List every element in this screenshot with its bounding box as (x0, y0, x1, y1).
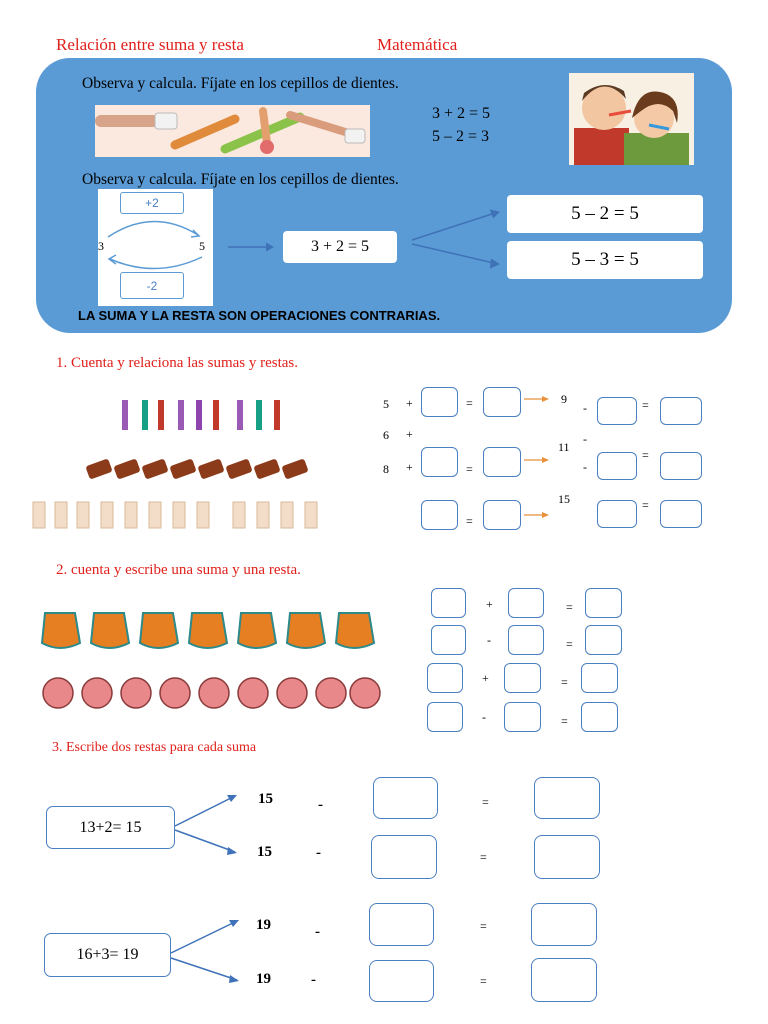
s3-row3-input-res[interactable] (531, 903, 597, 946)
s1-row4-eq: = (466, 514, 473, 528)
arrow-s3-2a (171, 921, 237, 953)
s1-row3-eq2: = (642, 448, 649, 462)
s3-row4-minus: - (311, 972, 316, 988)
s1-row4-r: 15 (558, 492, 570, 506)
s2-row3-eq: = (561, 675, 568, 689)
plus-two-label: +2 (120, 192, 184, 214)
s3-row3-eq: = (480, 919, 487, 933)
arrow-s3-1b (175, 830, 235, 852)
s3-row4-input-a[interactable] (369, 960, 434, 1002)
s1-row1-a: 5 (383, 397, 389, 411)
s1-row1-eq: = (466, 396, 473, 410)
s3-row2-input-res[interactable] (534, 835, 600, 879)
instruction-1: Observa y calcula. Fíjate en los cepillos de dientes. (82, 75, 399, 92)
page-title: Relación entre suma y resta (56, 35, 244, 54)
s1-row1-eq2: = (642, 398, 649, 412)
section3-title: 3. Escribe dos restas para cada suma (52, 740, 257, 755)
s3-row4-input-res[interactable] (531, 958, 597, 1002)
subtraction-box-1: 5 – 2 = 5 (507, 195, 703, 233)
s1-row1-op2: - (583, 401, 587, 415)
s2-row4-eq: = (561, 714, 568, 728)
left-number: 3 (98, 239, 104, 253)
s3-row4-eq: = (480, 974, 487, 988)
sum-box-1: 13+2= 15 (46, 806, 175, 849)
s3-row3-minus: - (315, 924, 320, 940)
section2-title: 2. cuenta y escribe una suma y una resta. (56, 562, 301, 578)
s1-row2-a: 6 (383, 428, 389, 442)
s1-row3-a: 8 (383, 462, 389, 476)
arrow-s3-1a (175, 796, 235, 826)
s1-row2-op2: - (583, 432, 587, 446)
minus-two-label: -2 (120, 272, 184, 299)
instruction-2: Observa y calcula. Fíjate en los cepillos de dientes. (82, 171, 399, 188)
s1-row3-eq: = (466, 462, 473, 476)
s3-row4-num: 19 (256, 971, 271, 987)
s1-row2-op: + (406, 427, 413, 441)
s2-row4-op: - (482, 710, 486, 724)
s3-row3-input-a[interactable] (369, 903, 434, 946)
s3-row2-num: 15 (257, 844, 272, 860)
sum-equation-box: 3 + 2 = 5 (283, 231, 397, 263)
intro-eq-1: 3 + 2 = 5 (432, 105, 491, 122)
s2-row1-eq: = (566, 600, 573, 614)
arrow-s3-2b-head (229, 975, 239, 983)
s3-row2-eq: = (480, 850, 487, 864)
s3-row1-input-a[interactable] (373, 777, 438, 819)
s1-row4-eq2: = (642, 498, 649, 512)
s2-row3-op: + (482, 671, 489, 685)
s2-row2-eq: = (566, 637, 573, 651)
arrow-s3-1b-head (227, 847, 237, 855)
s1-row1-op: + (406, 396, 413, 410)
conclusion-text: LA SUMA Y LA RESTA SON OPERACIONES CONTRARIAS. (78, 308, 441, 323)
s2-row1-op: + (486, 597, 493, 611)
s1-row3-op2: - (583, 460, 587, 474)
s1-row1-r: 9 (561, 392, 567, 406)
s3-row3-num: 19 (256, 917, 271, 933)
s1-row3-op: + (406, 460, 413, 474)
arrow-s3-2b (171, 958, 237, 980)
s3-row2-minus: - (316, 845, 321, 861)
subtraction-box-2: 5 – 3 = 5 (507, 241, 703, 279)
s3-row1-input-res[interactable] (534, 777, 600, 819)
right-number: 5 (199, 239, 205, 253)
intro-eq-2: 5 – 2 = 3 (432, 128, 490, 145)
sum-box-2: 16+3= 19 (44, 933, 171, 977)
section1-title: 1. Cuenta y relaciona las sumas y restas. (56, 355, 299, 371)
s3-row2-input-a[interactable] (371, 835, 437, 879)
s1-row2-r: 11 (558, 440, 570, 454)
s2-row2-op: - (487, 633, 491, 647)
s3-row1-eq: = (482, 795, 489, 809)
s3-row1-minus: - (318, 797, 323, 813)
subject-title: Matemática (377, 35, 458, 54)
s3-row1-num: 15 (258, 791, 273, 807)
